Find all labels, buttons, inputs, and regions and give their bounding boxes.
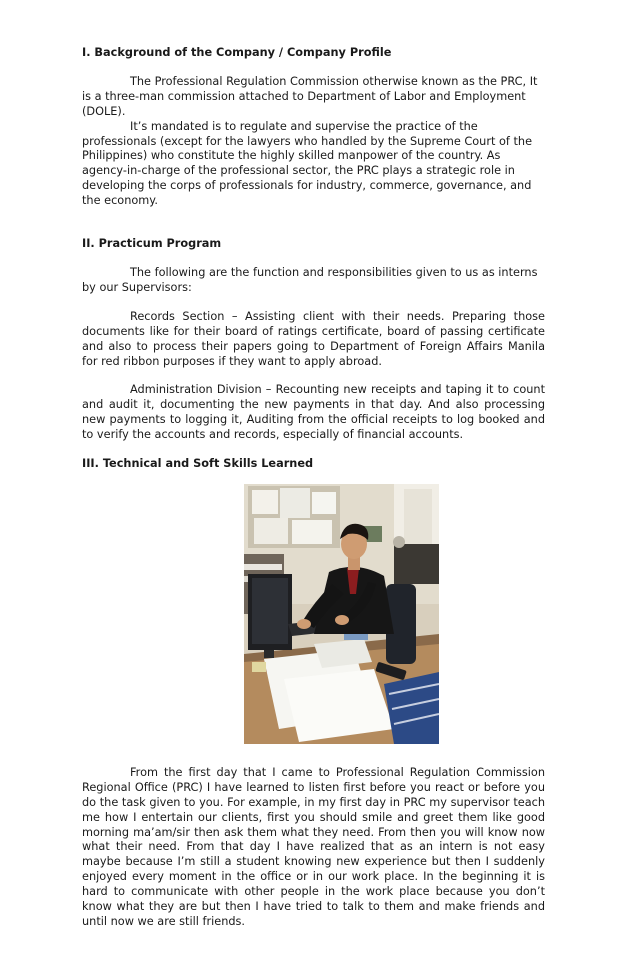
photo-illustration <box>244 484 439 744</box>
document-page <box>82 46 545 930</box>
intern-at-desk-photo <box>244 484 439 744</box>
section-heading-skills: III. Technical and Soft Skills Learned <box>82 457 314 471</box>
paragraph-practicum-intro: The following are the function and responsibilities given to us as interns by our Supervisors: <box>82 265 538 294</box>
section-heading-practicum: II. Practicum Program <box>82 237 222 251</box>
paragraph-prc-mandate: It’s mandated is to regulate and supervise the practice of the professionals (except for the lawyers who handled by the Supreme Court of the Philippines) who constitute the highly skilled manpower of the country. As agency-in-charge of the professional sector, the PRC plays a strategic role in developing the corps of professionals for industry, commerce, governance, and the economy. <box>82 119 533 208</box>
paragraph-records-section: Records Section – Assisting client with their needs. Preparing those documents like for their board of ratings certificate, board of passing certificate and also to process their papers going to Department of Foreign Affairs Manila for red ribbon purposes if they want to apply abroad. <box>82 309 545 368</box>
section-heading-background: I. Background of the Company / Company Profile <box>82 46 392 59</box>
paragraph-administration-division: Administration Division – Recounting new receipts and taping it to count and audit it, documenting the new payments in that day. And also processing new payments to logging it, Auditing from the official receipts to log booked and to verify the accounts and records, especially of financial accounts. <box>82 383 545 442</box>
paragraph-prc-intro: The Professional Regulation Commission otherwise known as the PRC, It is a three-man commission attached to Department of Labor and Employment (DOLE). <box>82 74 538 118</box>
paragraph-skills-learned: From the first day that I came to Professional Regulation Commission Regional Office (PRC) I have learned to listen first before you react or before you do the task given to you. For example, in my first day in PRC my supervisor teach me how I entertain our clients, first you should smile and greet them like good morning ma’am/sir then ask them what they need. From then you will know now what their need. From that day I have realized that as an intern is not easy maybe because I’m still a student knowing new experience but then I suddenly enjoyed every moment in the office or in our work place. In the beginning it is hard to communicate with other people in the work place because you don’t know what they are but then I have tried to talk to them and make friends and until now we are still friends. <box>82 765 545 928</box>
